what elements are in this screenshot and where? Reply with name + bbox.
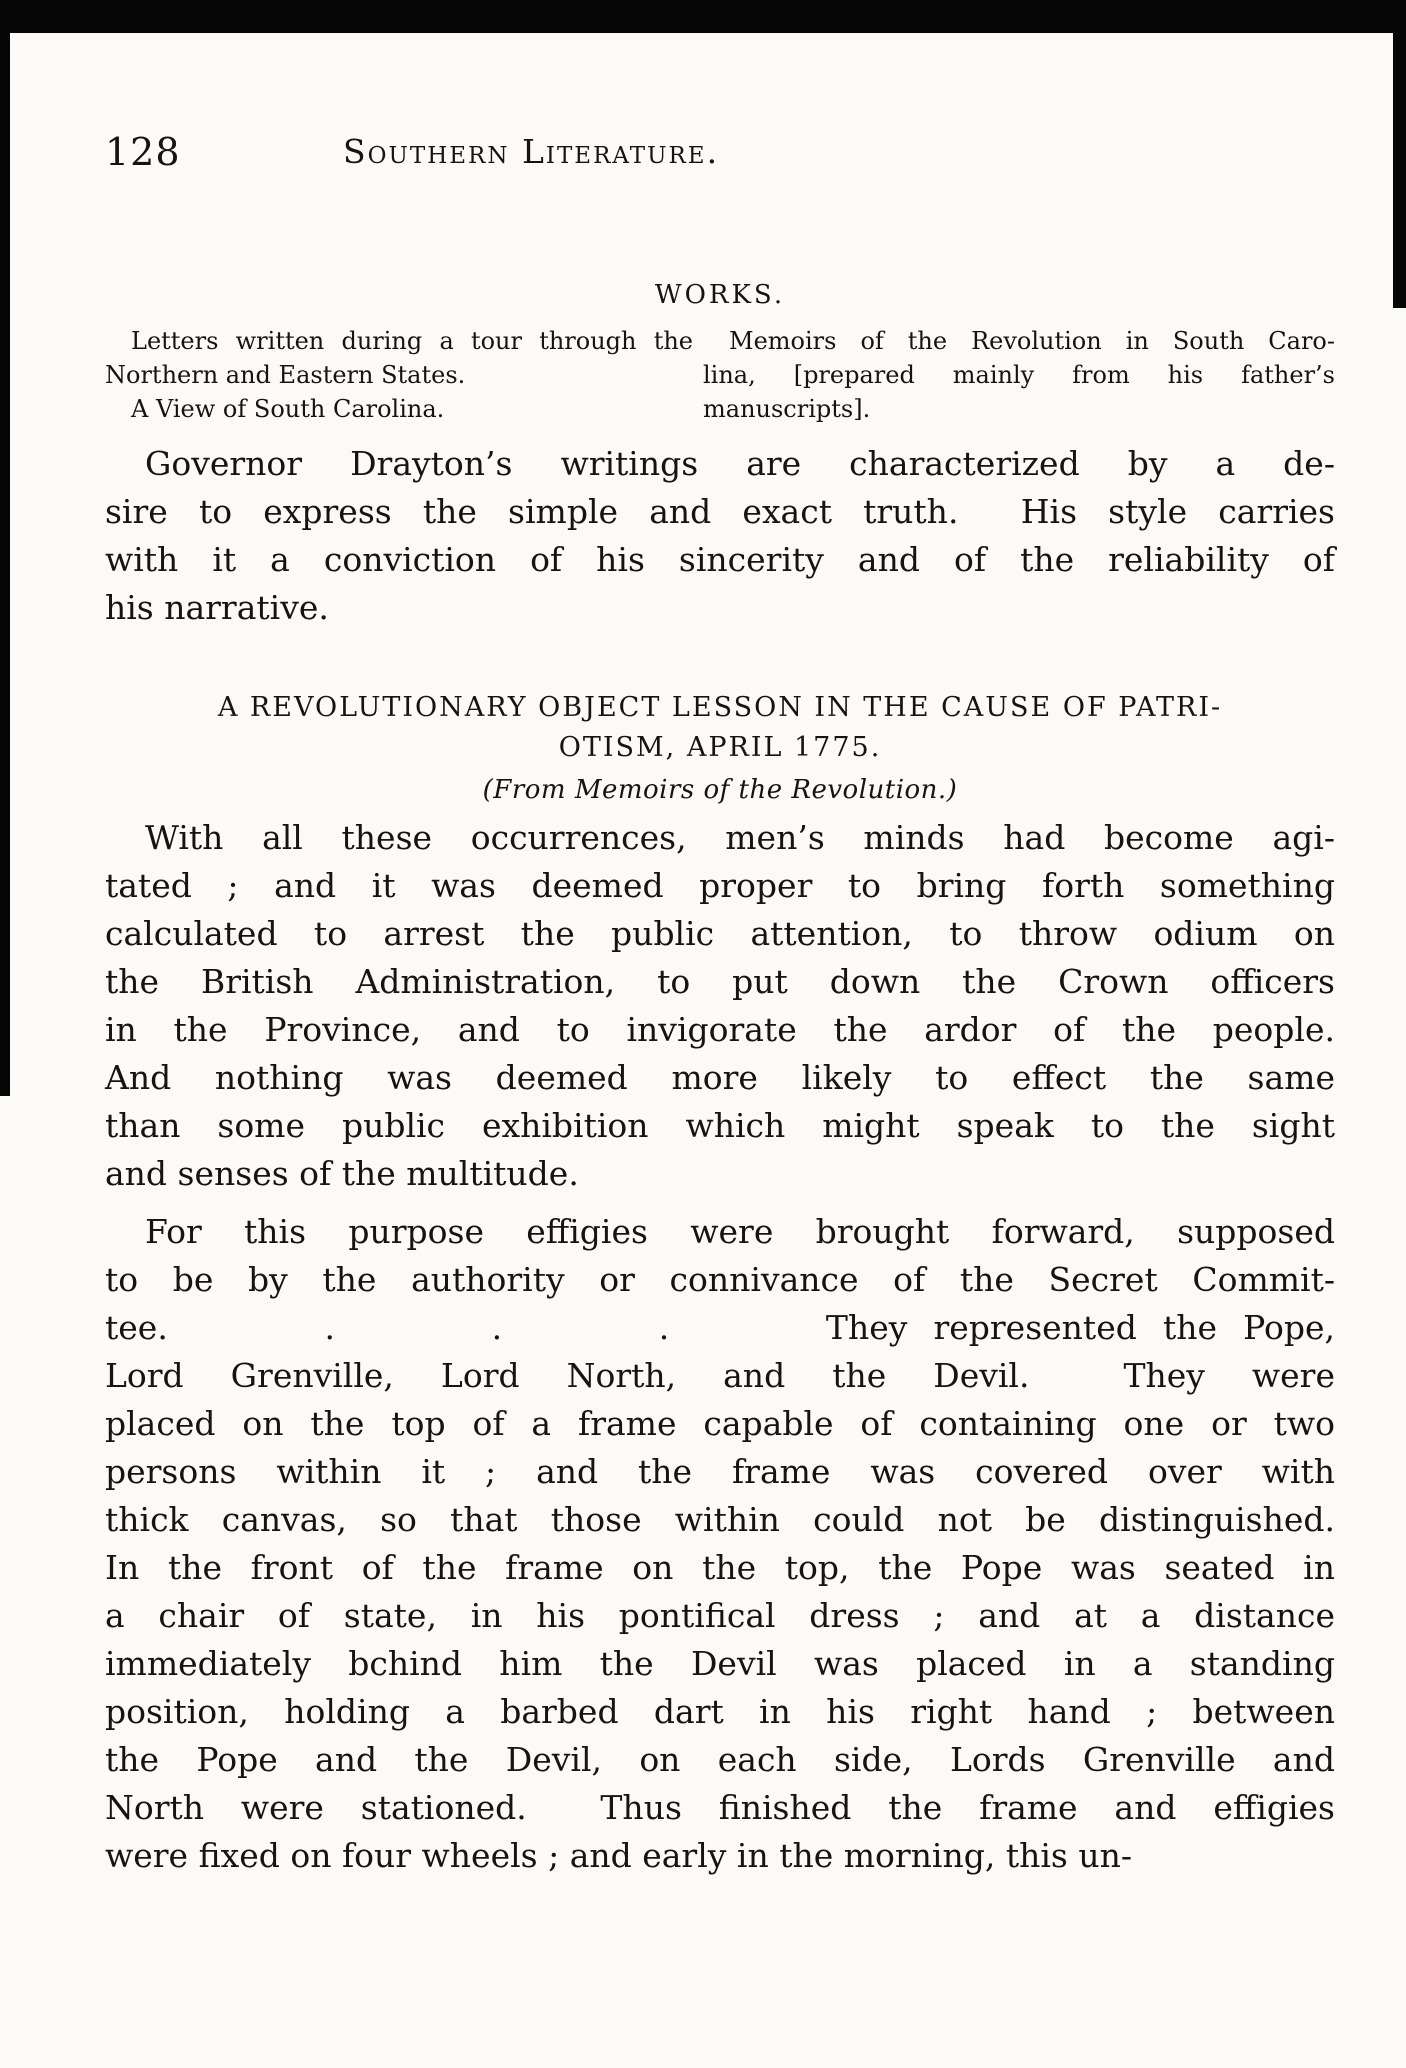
works-heading: WORKS.	[654, 280, 786, 310]
section-heading	[105, 688, 1335, 805]
page-number: 128	[105, 130, 181, 174]
works-item: Letters written during a tour through the Northern and Eastern States.	[105, 327, 693, 389]
page-content	[105, 0, 1335, 2068]
works-item: Memoirs of the Revolution in South Caro- lina, [prepared mainly from his father’s manuscripts].	[703, 327, 1335, 423]
section-source: (From Memoirs of the Revolution.)	[482, 775, 958, 805]
body-paragraph-1: With all these occurrences, men’s minds had become agi- tated ; and it was deemed proper to bring forth something calculated to arrest the public attention, to throw odium on the British Administration, to put down the Crown officers in the Province, and to invigorate the ardor of the people. And nothing was deemed more likely to effect the same than some public exhibition which might speak to the sight and senses of the multitude.	[105, 818, 1335, 1193]
works-column-left	[105, 324, 693, 426]
running-head: Southern Literature.	[343, 132, 720, 171]
page-header	[105, 128, 1335, 176]
scan-border-right	[1393, 0, 1406, 308]
scan-border-left	[0, 0, 10, 1096]
body-paragraph-2: For this purpose effigies were brought forward, supposed to be by the authority or connivance of the Secret Commit- tee. . . . They represented the Pope, Lord Grenville, Lord North, and the Devil. They were placed on the top of a frame capable of containing one or two persons within it ; and the frame was covered over with thick canvas, so that those within could not be distinguished. In the front of the frame on the top, the Pope was seated in a chair of state, in his pontifical dress ; and at a distance immediately bchind him the Devil was placed in a standing position, holding a barbed dart in his right hand ; between the Pope and the Devil, on each side, Lords Grenville and North were stationed. Thus finished the frame and effigies were fixed on four wheels ; and early in the morning, this un-	[105, 1212, 1335, 1875]
section-title: A REVOLUTIONARY OBJECT LESSON IN THE CAUSE OF PATRI- OTISM, APRIL 1775.	[217, 692, 1223, 763]
works-column-right	[703, 324, 1335, 426]
works-item: A View of South Carolina.	[131, 395, 445, 423]
intro-paragraph: Governor Drayton’s writings are characterized by a de- sire to express the simple and exact truth. His style carries with it a conviction of his sincerity and of the reliability of his narrative.	[105, 444, 1335, 627]
works-list	[105, 324, 1335, 426]
